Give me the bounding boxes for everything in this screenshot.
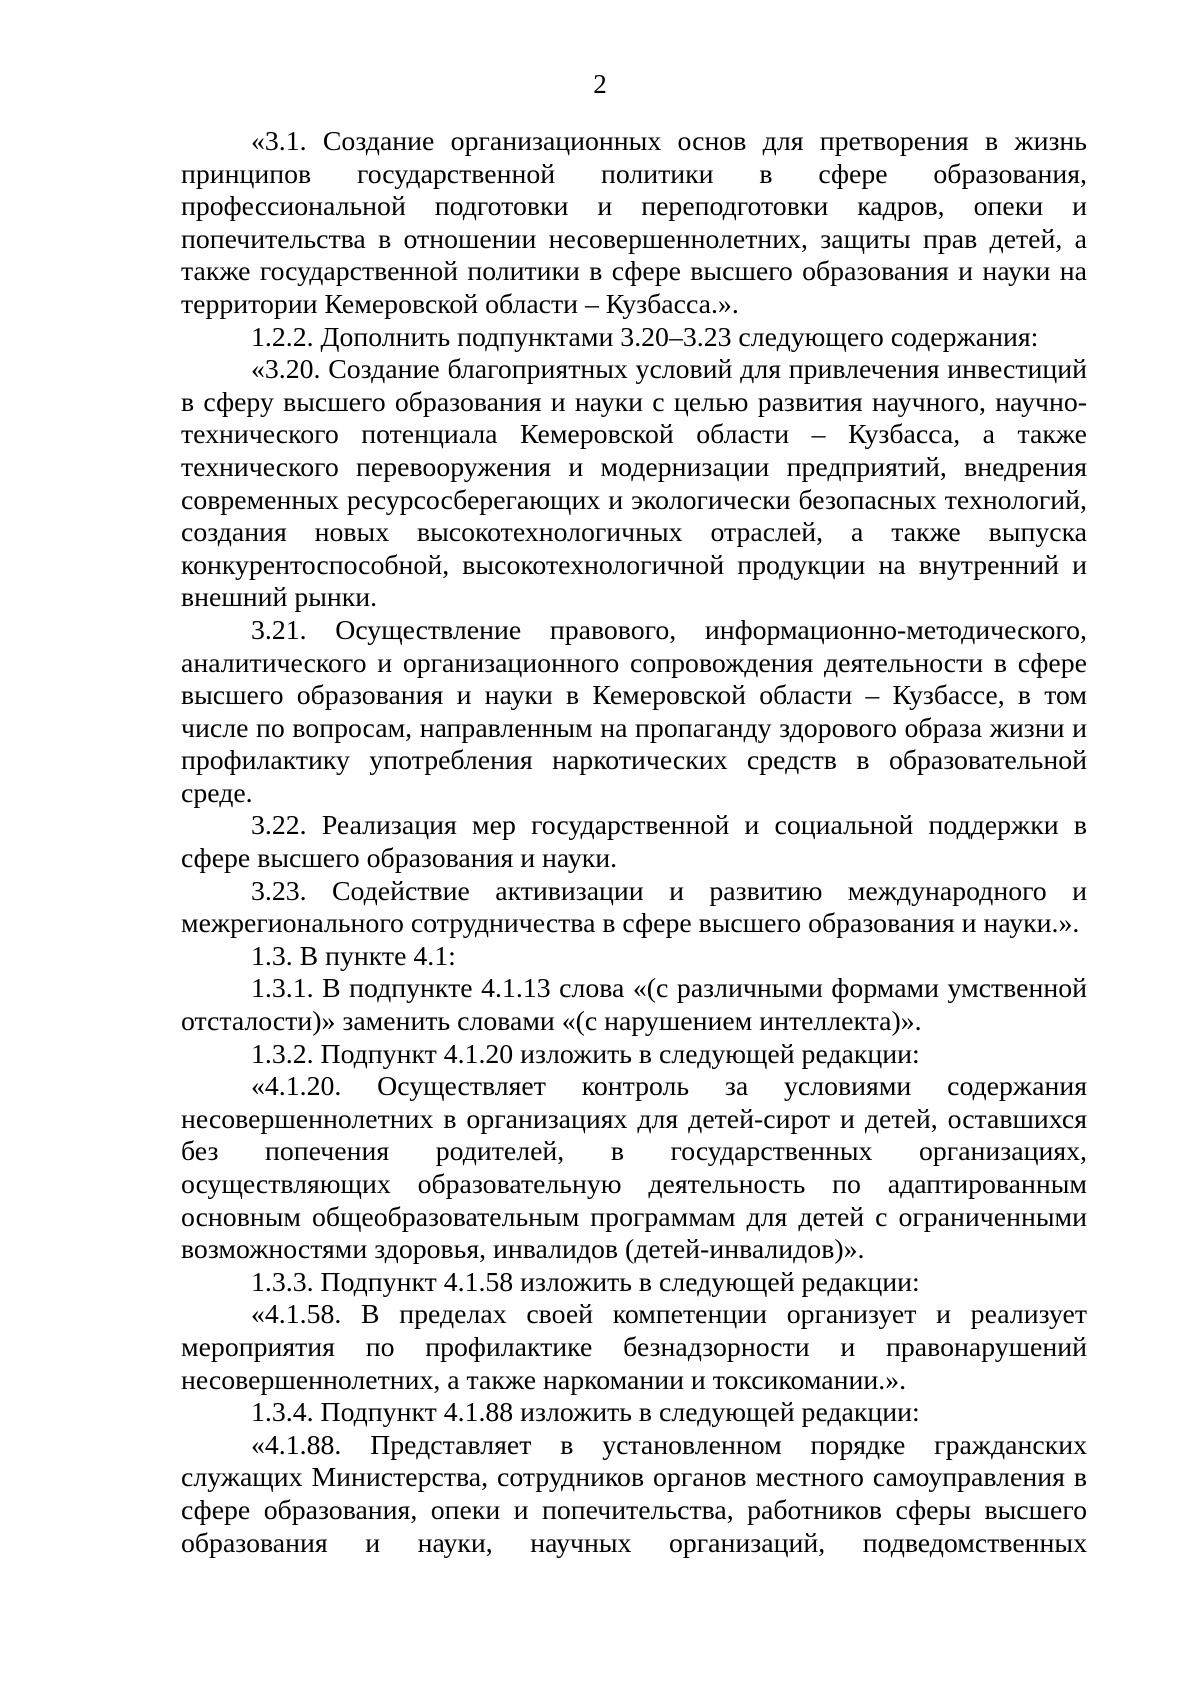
paragraph-4-1-58: «4.1.58. В пределах своей компетенции организует и реализует мероприятия по профилактике безнадзорности и правонарушений несовершеннолетних, а также наркомании и токсикомании.». (181, 1299, 1087, 1396)
paragraph-4-1-20: «4.1.20. Осуществляет контроль за условиями содержания несовершеннолетних в организациях для детей-сирот и детей, оставшихся без попечения родителей, в государственных организациях, осуществляющих образовательную деятельность по адаптированным основным общеобразовательным программам для детей с ограниченными возможностями здоровья, инвалидов (детей-инвалидов)». (181, 1071, 1087, 1266)
paragraph-3-22: 3.22. Реализация мер государственной и социальной поддержки в сфере высшего образования и науки. (181, 810, 1087, 875)
paragraph-1-2-2: 1.2.2. Дополнить подпунктами 3.20–3.23 следующего содержания: (251, 321, 1039, 353)
paragraph-1-3-2: 1.3.2. Подпункт 4.1.20 изложить в следующей редакции: (251, 1038, 920, 1070)
paragraph-3-20: «3.20. Создание благоприятных условий для привлечения инвестиций в сферу высшего образования и науки с целью развития научного, научно-технического потенциала Кемеровской области – Кузбасса, а также технического перевооружения и модернизации предприятий, внедрения современных ресурсосберегающих и экологически безопасных технологий, создания новых высокотехнологичных отраслей, а также выпуска конкурентоспособной, высокотехнологичной продукции на внутренний и внешний рынки. (181, 354, 1087, 614)
paragraph-1-3: 1.3. В пункте 4.1: (251, 940, 456, 972)
paragraph-3-1: «3.1. Создание организационных основ для претворения в жизнь принципов государственной политики в сфере образования, профессиональной подготовки и переподготовки кадров, опеки и попечительства в отношении несовершеннолетних, защиты прав детей, а также государственной политики в сфере высшего образования и науки на территории Кемеровской области – Кузбасса.». (181, 126, 1087, 320)
page-number: 2 (593, 69, 607, 99)
paragraph-1-3-1: 1.3.1. В подпункте 4.1.13 слова «(с различными формами умственной отсталости)» заменить словами «(с нарушением интеллекта)». (181, 973, 1087, 1038)
paragraph-1-3-4: 1.3.4. Подпункт 4.1.88 изложить в следующей редакции: (251, 1397, 920, 1429)
paragraph-3-21: 3.21. Осуществление правового, информационно-методического, аналитического и организационного сопровождения деятельности в сфере высшего образования и науки в Кемеровской области – Кузбассе, в том числе по вопросам, направленным на пропаганду здорового образа жизни и профилактику употребления наркотических средств в образовательной среде. (181, 614, 1087, 809)
paragraph-3-23: 3.23. Содействие активизации и развитию международного и межрегионального сотрудничества в сфере высшего образования и науки.». (181, 875, 1087, 940)
document-body (181, 126, 1087, 1560)
paragraph-4-1-88: «4.1.88. Представляет в установленном порядке гражданских служащих Министерства, сотрудников органов местного самоуправления в сфере образования, опеки и попечительства, работников сферы высшего образования и науки, научных организаций, подведомственных (181, 1429, 1087, 1559)
paragraph-1-3-3: 1.3.3. Подпункт 4.1.58 изложить в следующей редакции: (251, 1266, 920, 1298)
